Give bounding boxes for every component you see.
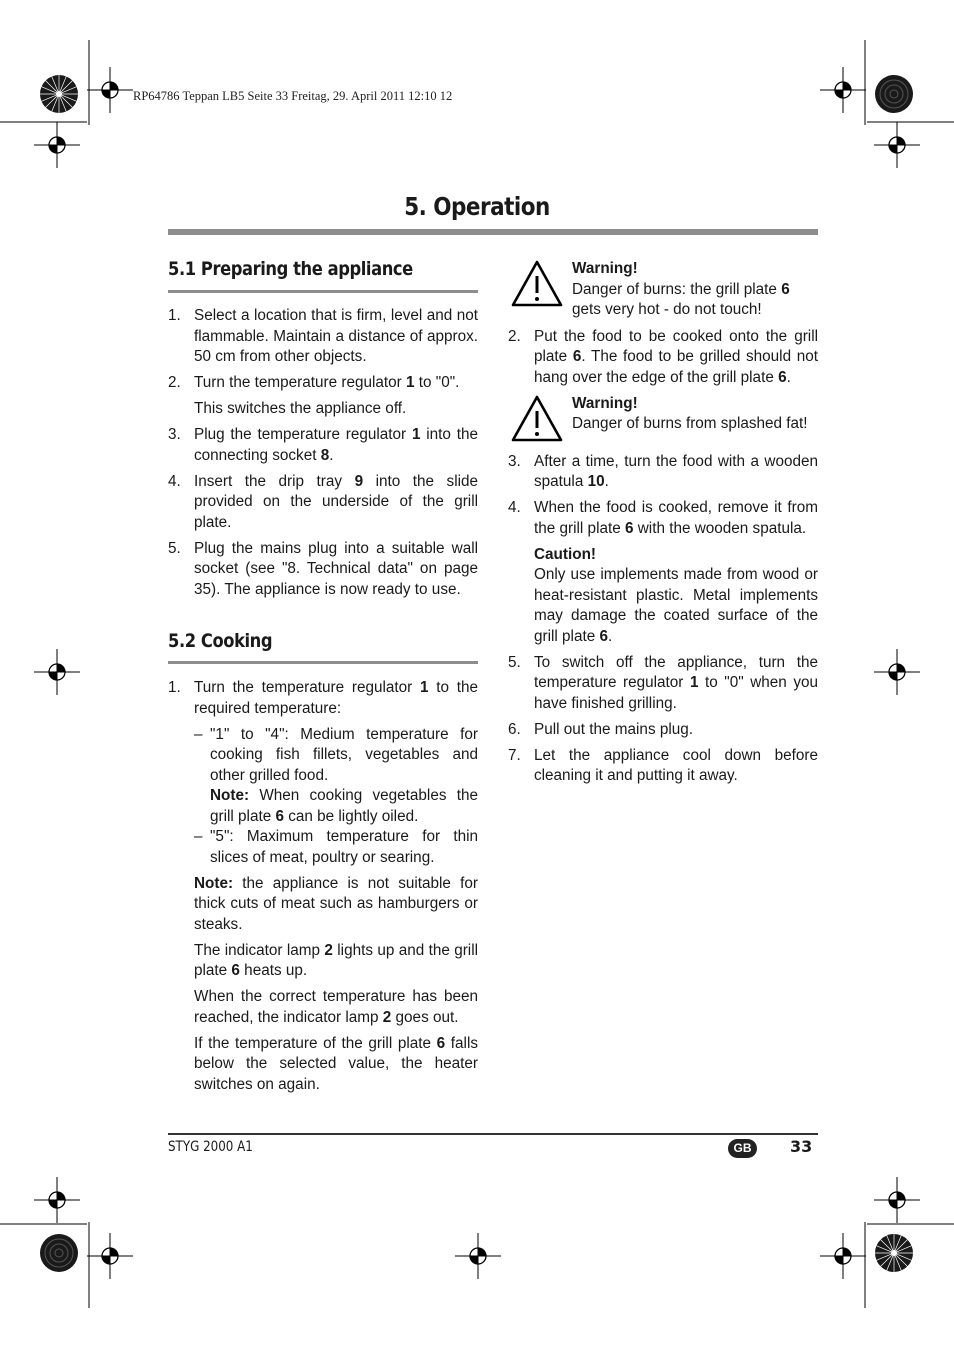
list-item-text: This switches the appliance off. xyxy=(194,400,407,417)
list-item-text: After a time, turn the food with a wooden spatula 10. xyxy=(534,452,818,490)
page-number: 33 xyxy=(790,1137,813,1156)
warning-title: Warning! xyxy=(572,260,638,277)
paragraph: If the temperature of the grill plate 6 falls below the selected value, the heater switches on again. xyxy=(194,1034,479,1093)
warning-text: Danger of burns from splashed fat! xyxy=(572,415,808,432)
warning-block xyxy=(508,259,818,321)
caution-title: Caution! xyxy=(534,545,597,563)
cooking-steps xyxy=(168,678,478,1101)
warning-text: Danger of burns: the grill plate 6 gets very hot - do not touch! xyxy=(572,280,790,318)
section-heading-cooking: 5.2 Cooking xyxy=(168,630,273,652)
section-rule-cooking xyxy=(168,661,478,664)
preparing-steps xyxy=(168,306,478,606)
list-item: 2. Turn the temperature regulator 1 to "0". xyxy=(168,374,460,391)
list-item-text: Turn the temperature regulator 1 to "0". xyxy=(194,374,460,391)
list-item: 4. Insert the drip tray 9 into the slide provided on the underside of the grill plate. xyxy=(168,472,479,531)
list-item-text: When the food is cooked, remove it from the grill plate 6 with the wooden spatula. xyxy=(534,499,818,537)
list-item: 6. Pull out the mains plug. xyxy=(508,720,694,738)
list-item: 2. Put the food to be cooked onto the grill plate 6. The food to be grilled should not hang over the edge of the grill plate 6. xyxy=(508,327,819,386)
list-item: 3. After a time, turn the food with a wooden spatula 10. xyxy=(508,452,818,490)
list-item-text: Select a location that is firm, level and not flammable. Maintain a distance of approx. 50 cm from other objects. xyxy=(194,307,478,365)
footer-model: STYG 2000 A1 xyxy=(168,1139,253,1155)
paragraph: The indicator lamp 2 lights up and the grill plate 6 heats up. xyxy=(194,941,478,979)
note-text: Note: When cooking vegetables the grill plate 6 can be lightly oiled. xyxy=(210,787,478,825)
list-item-text: Insert the drip tray 9 into the slide provided on the underside of the grill plate. xyxy=(194,472,479,531)
print-header: RP64786 Teppan LB5 Seite 33 Freitag, 29. April 2011 12:10 12 xyxy=(133,89,453,103)
warning-title: Warning! xyxy=(572,394,638,412)
paragraph: When the correct temperature has been reached, the indicator lamp 2 goes out. xyxy=(194,988,478,1026)
list-item-text: Put the food to be cooked onto the grill plate 6. The food to be grilled should not hang over the edge of the grill plate 6. xyxy=(534,327,819,386)
language-badge: GB xyxy=(728,1139,757,1158)
list-item-text: Let the appliance cool down before cleaning it and putting it away. xyxy=(534,746,818,784)
warning-triangle-icon xyxy=(510,259,564,309)
cooking-steps-continued xyxy=(508,259,818,792)
list-item: 5. To switch off the appliance, turn the temperature regulator 1 to "0" when you have finished grilling. xyxy=(508,653,818,712)
list-item-text: Pull out the mains plug. xyxy=(534,720,694,738)
warning-triangle-icon xyxy=(510,394,564,444)
title-rule xyxy=(168,229,818,235)
list-item xyxy=(168,399,478,420)
list-item: 1. Select a location that is firm, level and not flammable. Maintain a distance of approx. 50 cm from other objects. xyxy=(168,307,478,365)
list-item: 7. Let the appliance cool down before cleaning it and putting it away. xyxy=(508,746,818,784)
list-item: 3. Plug the temperature regulator 1 into the connecting socket 8. xyxy=(168,426,478,464)
list-item-text: Plug the mains plug into a suitable wall socket (see "8. Technical data" on page 35). The appliance is now ready to use. xyxy=(194,539,478,598)
paragraph: Note: the appliance is not suitable for thick cuts of meat such as hamburgers or steaks. xyxy=(194,874,478,933)
list-item-text: To switch off the appliance, turn the temperature regulator 1 to "0" when you have finished grilling. xyxy=(534,653,818,712)
list-item: 1. Turn the temperature regulator 1 to the required temperature: xyxy=(168,679,478,717)
warning-block xyxy=(508,394,818,442)
caution-text: Only use implements made from wood or heat-resistant plastic. Metal implements may damage the coated surface of the grill plate 6. xyxy=(534,566,818,645)
section-rule-preparing xyxy=(168,290,478,293)
list-item-text: Plug the temperature regulator 1 into the connecting socket 8. xyxy=(194,426,478,464)
list-item-text: Turn the temperature regulator 1 to the required temperature: xyxy=(194,679,478,717)
temperature-option: – "5": Maximum temperature for thin slices of meat, poultry or searing. xyxy=(194,828,478,866)
section-heading-preparing: 5.1 Preparing the appliance xyxy=(168,258,413,280)
list-item: 5. Plug the mains plug into a suitable wall socket (see "8. Technical data" on page 35). The appliance is now ready to use. xyxy=(168,539,478,598)
footer-rule xyxy=(168,1133,818,1135)
temperature-option: – "1" to "4": Medium temperature for cooking fish fillets, vegetables and other grilled food. xyxy=(194,725,478,784)
page-title: 5. Operation xyxy=(404,192,550,221)
list-item: 4. When the food is cooked, remove it from the grill plate 6 with the wooden spatula. xyxy=(508,499,818,537)
